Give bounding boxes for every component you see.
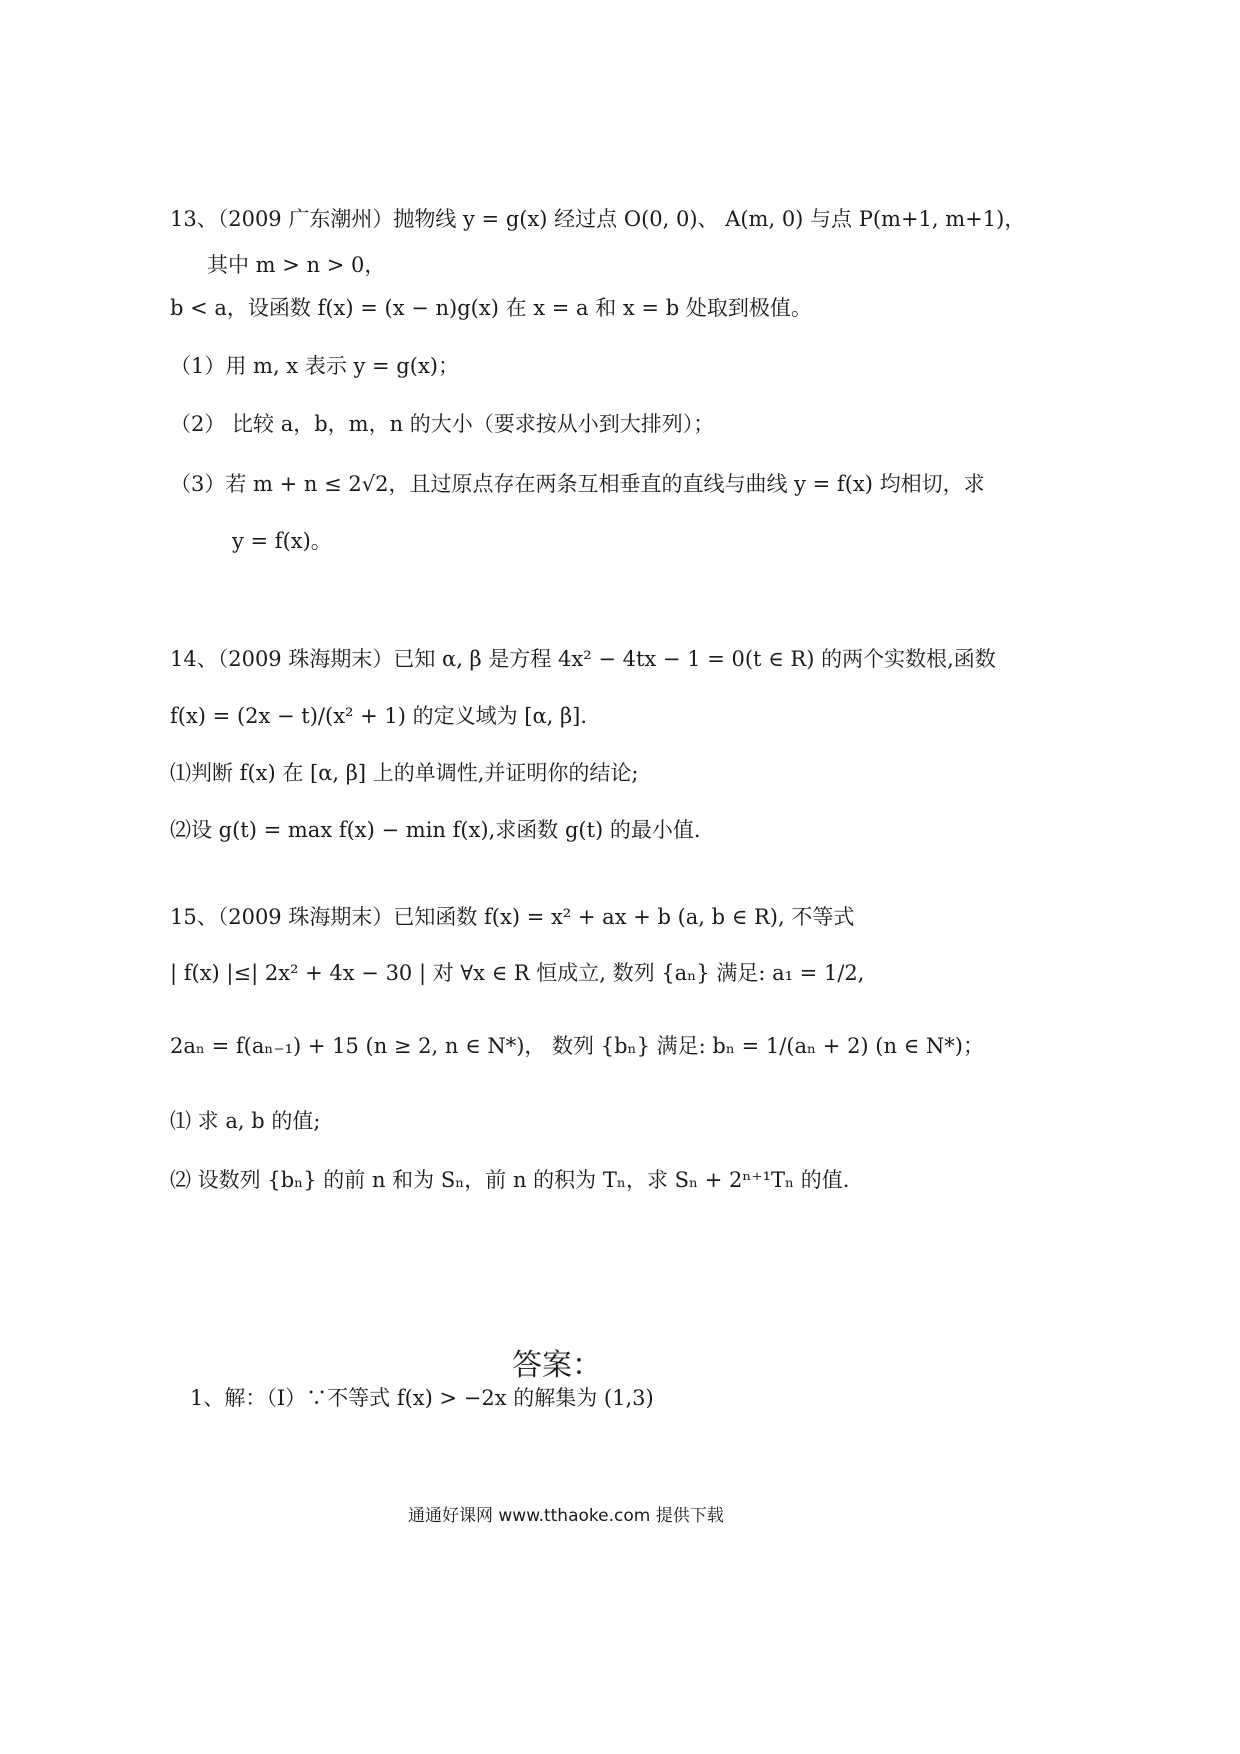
q13-part-2: （2） 比较 a，b，m，n 的大小（要求按从小到大排列）； [170,412,715,436]
q13-part-3: （3）若 m + n ≤ 2√2，且过原点存在两条互相垂直的直线与曲线 y = f(x) 均相切，求 [170,472,985,496]
q15-part-1: ⑴ 求 a, b 的值; [170,1109,321,1133]
q14-part-1: ⑴判断 f(x) 在 [α, β] 上的单调性,并证明你的结论; [170,761,639,785]
q15-line-2: | f(x) |≤| 2x² + 4x − 30 | 对 ∀x ∈ R 恒成立, 数列 {aₙ} 满足: a₁ = 1/2, [170,961,865,985]
q14-line-1: 14、（2009 珠海期末）已知 α, β 是方程 4x² − 4tx − 1 = 0(t ∈ R) 的两个实数根,函数 [170,647,996,671]
q15-line-3: 2aₙ = f(aₙ₋₁) + 15 (n ≥ 2, n ∈ N*)， 数列 {bₙ} 满足: bₙ = 1/(aₙ + 2) (n ∈ N*)； [170,1034,984,1058]
q13-line-1: 13、（2009 广东潮州）抛物线 y = g(x) 经过点 O(0, 0)、 A(m, 0) 与点 P(m+1, m+1)， [170,207,1026,231]
q13-line-3: b < a，设函数 f(x) = (x − n)g(x) 在 x = a 和 x = b 处取到极值。 [170,296,812,320]
q14-line-2: f(x) = (2x − t)/(x² + 1) 的定义域为 [α, β]. [170,704,588,728]
q13-part-1: （1）用 m, x 表示 y = g(x)； [170,354,459,378]
q15-line-1: 15、（2009 珠海期末）已知函数 f(x) = x² + ax + b (a, b ∈ R), 不等式 [170,905,855,929]
q15-part-2: ⑵ 设数列 {bₙ} 的前 n 和为 Sₙ，前 n 的积为 Tₙ，求 Sₙ + 2ⁿ⁺¹Tₙ 的值. [170,1168,850,1192]
q13-part-3-answer: y = f(x)。 [232,529,332,553]
footer-text: 通通好课网 www.tthaoke.com 提供下载 [408,1506,724,1526]
q13-line-2: 其中 m > n > 0， [207,253,386,277]
answer-line-1: 1、解：（Ⅰ）∵不等式 f(x) > −2x 的解集为 (1,3) [190,1386,654,1410]
answer-title: 答案： [512,1348,602,1383]
q14-part-2: ⑵设 g(t) = max f(x) − min f(x),求函数 g(t) 的最小值. [170,818,701,842]
